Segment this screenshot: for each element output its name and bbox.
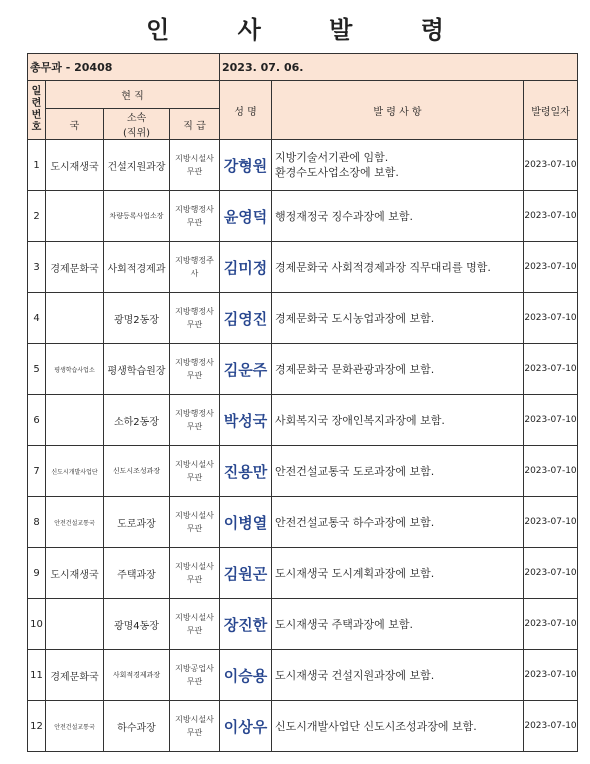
row-bureau: 안전건설교통국: [46, 497, 104, 548]
table-row: [28, 446, 578, 497]
row-appointment-detail: 지방기술서기관에 임함. 환경수도사업소장에 보함.: [272, 140, 524, 191]
row-number: 7: [28, 446, 46, 497]
row-bureau: [46, 293, 104, 344]
row-grade: 지방시설사 무관: [170, 701, 220, 752]
row-bureau: 평생학습사업소: [46, 344, 104, 395]
table-row: [28, 599, 578, 650]
table-row: [28, 191, 578, 242]
row-bureau: 경제문화국: [46, 650, 104, 701]
row-affiliation: 사회적경제과장: [104, 650, 170, 701]
table-row: [28, 650, 578, 701]
row-bureau: 도시재생국: [46, 548, 104, 599]
header-name: 성 명: [220, 81, 272, 140]
row-appointment-detail: 사회복지국 장애인복지과장에 보함.: [272, 395, 524, 446]
row-number: 3: [28, 242, 46, 293]
row-person-name: 강형원: [220, 140, 272, 191]
row-appointment-date: 2023-07-10: [524, 344, 578, 395]
row-grade: 지방시설사 무관: [170, 140, 220, 191]
row-grade: 지방행정사 무관: [170, 344, 220, 395]
row-appointment-date: 2023-07-10: [524, 599, 578, 650]
row-appointment-date: 2023-07-10: [524, 140, 578, 191]
row-affiliation: 사회적경제과: [104, 242, 170, 293]
row-grade: 지방행정주 사: [170, 242, 220, 293]
row-bureau: [46, 395, 104, 446]
header-bureau: 국: [46, 109, 104, 140]
header-current-position: 현 직: [46, 81, 220, 109]
row-bureau: 경제문화국: [46, 242, 104, 293]
row-person-name: 김미정: [220, 242, 272, 293]
row-number: 2: [28, 191, 46, 242]
row-person-name: 이상우: [220, 701, 272, 752]
table-row: [28, 548, 578, 599]
row-person-name: 김영진: [220, 293, 272, 344]
row-person-name: 김원곤: [220, 548, 272, 599]
row-affiliation: 주택과장: [104, 548, 170, 599]
row-appointment-detail: 경제문화국 문화관광과장에 보함.: [272, 344, 524, 395]
table-row: [28, 497, 578, 548]
table-row: [28, 140, 578, 191]
row-person-name: 김운주: [220, 344, 272, 395]
row-appointment-detail: 안전건설교통국 하수과장에 보함.: [272, 497, 524, 548]
row-bureau: [46, 599, 104, 650]
row-number: 1: [28, 140, 46, 191]
row-bureau: 도시재생국: [46, 140, 104, 191]
appointment-table: [27, 53, 578, 752]
row-affiliation: 차량등록사업소장: [104, 191, 170, 242]
row-grade: 지방행정사 무관: [170, 395, 220, 446]
row-bureau: 안전건설교통국: [46, 701, 104, 752]
row-person-name: 장진한: [220, 599, 272, 650]
dept-code: 총무과 - 20408: [28, 54, 220, 81]
row-number: 8: [28, 497, 46, 548]
row-grade: 지방행정사 무관: [170, 293, 220, 344]
issue-date: 2023. 07. 06.: [220, 54, 578, 81]
header-date: 발령일자: [524, 81, 578, 140]
row-appointment-detail: 도시재생국 도시계획과장에 보함.: [272, 548, 524, 599]
row-affiliation: 하수과장: [104, 701, 170, 752]
header-number: 일 련 번 호: [28, 81, 46, 140]
row-appointment-date: 2023-07-10: [524, 242, 578, 293]
row-appointment-date: 2023-07-10: [524, 548, 578, 599]
row-appointment-detail: 신도시개발사업단 신도시조성과장에 보함.: [272, 701, 524, 752]
row-appointment-date: 2023-07-10: [524, 446, 578, 497]
row-bureau: 신도시개발사업단: [46, 446, 104, 497]
row-appointment-detail: 경제문화국 사회적경제과장 직무대리를 명함.: [272, 242, 524, 293]
row-grade: 지방공업사 무관: [170, 650, 220, 701]
row-affiliation: 평생학습원장: [104, 344, 170, 395]
row-number: 5: [28, 344, 46, 395]
table-row: [28, 242, 578, 293]
row-appointment-date: 2023-07-10: [524, 701, 578, 752]
row-person-name: 윤영덕: [220, 191, 272, 242]
row-grade: 지방시설사 무관: [170, 599, 220, 650]
table-row: [28, 293, 578, 344]
row-appointment-detail: 도시재생국 건설지원과장에 보함.: [272, 650, 524, 701]
row-number: 4: [28, 293, 46, 344]
header-affiliation: 소속 (직위): [104, 109, 170, 140]
row-grade: 지방시설사 무관: [170, 446, 220, 497]
header-grade: 직 급: [170, 109, 220, 140]
row-grade: 지방시설사 무관: [170, 497, 220, 548]
row-person-name: 이승용: [220, 650, 272, 701]
row-appointment-detail: 경제문화국 도시농업과장에 보함.: [272, 293, 524, 344]
row-appointment-date: 2023-07-10: [524, 191, 578, 242]
table-row: [28, 701, 578, 752]
header-detail: 발 령 사 항: [272, 81, 524, 140]
row-bureau: [46, 191, 104, 242]
row-number: 11: [28, 650, 46, 701]
row-affiliation: 신도시조성과장: [104, 446, 170, 497]
row-affiliation: 광명4동장: [104, 599, 170, 650]
row-number: 12: [28, 701, 46, 752]
row-appointment-detail: 안전건설교통국 도로과장에 보함.: [272, 446, 524, 497]
row-grade: 지방행정사 무관: [170, 191, 220, 242]
row-number: 6: [28, 395, 46, 446]
row-appointment-detail: 행정재정국 징수과장에 보함.: [272, 191, 524, 242]
row-person-name: 이병열: [220, 497, 272, 548]
row-appointment-date: 2023-07-10: [524, 293, 578, 344]
row-person-name: 진용만: [220, 446, 272, 497]
table-row: [28, 344, 578, 395]
row-affiliation: 광명2동장: [104, 293, 170, 344]
row-affiliation: 도로과장: [104, 497, 170, 548]
row-affiliation: 건설지원과장: [104, 140, 170, 191]
row-appointment-date: 2023-07-10: [524, 650, 578, 701]
row-number: 9: [28, 548, 46, 599]
row-appointment-date: 2023-07-10: [524, 395, 578, 446]
row-appointment-detail: 도시재생국 주택과장에 보함.: [272, 599, 524, 650]
row-affiliation: 소하2동장: [104, 395, 170, 446]
row-grade: 지방시설사 무관: [170, 548, 220, 599]
document-title: 인 사 발 령: [146, 15, 474, 44]
table-row: [28, 395, 578, 446]
row-person-name: 박성국: [220, 395, 272, 446]
row-number: 10: [28, 599, 46, 650]
row-appointment-date: 2023-07-10: [524, 497, 578, 548]
